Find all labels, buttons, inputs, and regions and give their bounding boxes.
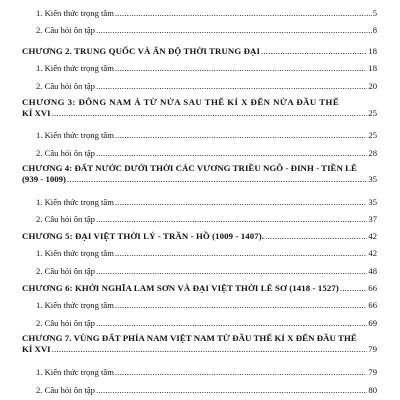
- toc-page-number: 8: [372, 25, 377, 35]
- toc-entry-label: 1. Kiến thức trọng tâm: [36, 248, 114, 258]
- toc-entry-label: 2. Câu hỏi ôn tập: [36, 385, 95, 395]
- toc-chapter-heading[interactable]: [0, 283, 400, 293]
- toc-page-number: 79: [368, 367, 377, 377]
- toc-entry-label: 1. Kiến thức trọng tâm: [36, 367, 114, 377]
- dot-leader: [115, 300, 367, 310]
- dot-leader: [96, 148, 367, 158]
- toc-page-number: 28: [368, 148, 377, 158]
- dot-leader: [96, 25, 372, 35]
- toc-chapter-heading[interactable]: [0, 333, 400, 354]
- toc-entry[interactable]: [0, 385, 400, 395]
- toc-entry-label: 2. Câu hỏi ôn tập: [36, 318, 95, 328]
- toc-page-number: 42: [368, 231, 377, 241]
- toc-chapter-heading[interactable]: [0, 46, 400, 56]
- dot-leader: [96, 214, 367, 224]
- toc-page-number: 37: [368, 214, 377, 224]
- toc-page-number: 80: [368, 385, 377, 395]
- dot-leader: [115, 8, 372, 18]
- toc-entry-label: 2. Câu hỏi ôn tập: [36, 25, 95, 35]
- dot-leader: [265, 231, 367, 241]
- toc-page-number: 5: [372, 8, 377, 18]
- chapter-title-line: CHƯƠNG 7. VÙNG ĐẤT PHÍA NAM VIỆT NAM TỪ ĐẦU THẾ KỈ X ĐẾN ĐẦU THẾ: [22, 333, 357, 343]
- chapter-title: CHƯƠNG 2. TRUNG QUỐC VÀ ẤN ĐỘ THỜI TRUNG ĐẠI: [22, 46, 261, 56]
- toc-entry-label: 2. Câu hỏi ôn tập: [36, 81, 95, 91]
- dot-leader: [115, 130, 367, 140]
- toc-entry[interactable]: [0, 266, 400, 276]
- toc-page-number: 35: [368, 197, 377, 207]
- chapter-title: CHƯƠNG 5: ĐẠI VIỆT THỜI LÝ - TRẦN - HỒ (1009 - 1407).: [22, 231, 265, 241]
- toc-entry[interactable]: [0, 248, 400, 258]
- toc-entry[interactable]: [0, 130, 400, 140]
- toc-chapter-heading[interactable]: [0, 163, 400, 184]
- toc-entry-label: 1. Kiến thức trọng tâm: [36, 63, 114, 73]
- toc-page-number: 35: [368, 174, 377, 184]
- dot-leader: [115, 248, 367, 258]
- dot-leader: [340, 283, 367, 293]
- toc-page-number: 18: [368, 63, 377, 73]
- toc-entry[interactable]: [0, 63, 400, 73]
- toc-entry[interactable]: [0, 8, 400, 18]
- toc-page-number: 25: [368, 130, 377, 140]
- toc-entry-label: 1. Kiến thức trọng tâm: [36, 197, 114, 207]
- dot-leader: [96, 318, 367, 328]
- toc-entry[interactable]: [0, 197, 400, 207]
- dot-leader: [96, 385, 367, 395]
- toc-entry[interactable]: [0, 81, 400, 91]
- toc-page-number: 66: [368, 300, 377, 310]
- dot-leader: [96, 81, 367, 91]
- toc-page-number: 42: [368, 248, 377, 258]
- chapter-title: CHƯƠNG 6: KHỞI NGHĨA LAM SƠN VÀ ĐẠI VIỆT THỜI LÊ SƠ (1418 - 1527): [22, 283, 339, 293]
- toc-entry[interactable]: [0, 148, 400, 158]
- dot-leader: [115, 367, 367, 377]
- toc-chapter-heading[interactable]: [0, 97, 400, 118]
- toc-entry[interactable]: [0, 318, 400, 328]
- dot-leader: [52, 108, 368, 118]
- chapter-title-line: KỈ XVI: [22, 108, 51, 118]
- toc-entry-label: 1. Kiến thức trọng tâm: [36, 300, 114, 310]
- dot-leader: [52, 344, 368, 354]
- toc-entry[interactable]: [0, 300, 400, 310]
- dot-leader: [115, 197, 367, 207]
- toc-page-number: 79: [368, 344, 377, 354]
- toc-page-number: 66: [368, 283, 377, 293]
- toc-entry-label: 2. Câu hỏi ôn tập: [36, 214, 95, 224]
- toc-entry[interactable]: [0, 25, 400, 35]
- toc-chapter-heading[interactable]: [0, 231, 400, 241]
- toc-entry-label: 1. Kiến thức trọng tâm: [36, 8, 114, 18]
- dot-leader: [261, 46, 367, 56]
- dot-leader: [67, 174, 367, 184]
- toc-entry[interactable]: [0, 367, 400, 377]
- chapter-title-line: CHƯƠNG 3: ĐÔNG NAM Á TỪ NỬA SAU THẾ KỈ X ĐẾN NỬA ĐẦU THẾ: [22, 97, 340, 107]
- toc-entry-label: 2. Câu hỏi ôn tập: [36, 266, 95, 276]
- toc-page-number: 18: [368, 46, 377, 56]
- chapter-title-line: CHƯƠNG 4: ĐẤT NƯỚC DƯỚI THỜI CÁC VƯƠNG TRIỀU NGÔ - ĐINH - TIỀN LÊ: [22, 163, 357, 173]
- dot-leader: [96, 266, 367, 276]
- chapter-title-line: (939 - 1009): [22, 174, 66, 184]
- toc-page-number: 25: [368, 108, 377, 118]
- toc-page-number: 69: [368, 318, 377, 328]
- toc-entry[interactable]: [0, 214, 400, 224]
- toc-page-number: 48: [368, 266, 377, 276]
- toc-entry-label: 2. Câu hỏi ôn tập: [36, 148, 95, 158]
- toc-page-number: 20: [368, 81, 377, 91]
- toc-entry-label: 1. Kiến thức trọng tâm: [36, 130, 114, 140]
- dot-leader: [115, 63, 367, 73]
- chapter-title-line: KỈ XVI: [22, 344, 51, 354]
